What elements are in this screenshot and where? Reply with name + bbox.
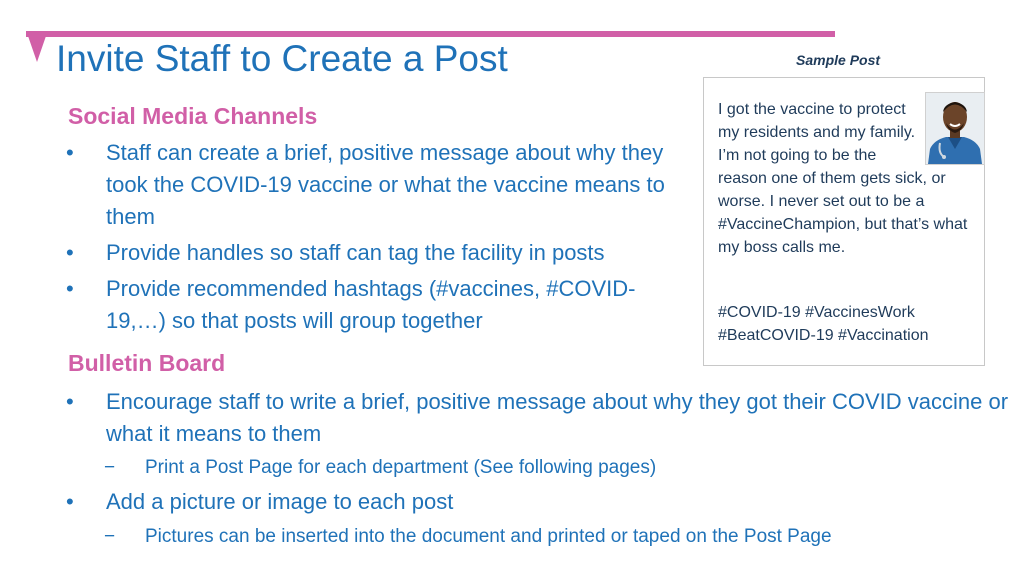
bulletin-board-heading: Bulletin Board xyxy=(68,350,226,376)
list-item xyxy=(66,486,766,518)
list-item xyxy=(66,386,1011,450)
sample-post-hashtags: #COVID-19 #VaccinesWork #BeatCOVID-19 #Vaccination xyxy=(718,304,929,344)
title-accent-bar xyxy=(26,31,835,37)
page-title: Invite Staff to Create a Post xyxy=(56,38,508,79)
sub-list-item xyxy=(104,524,832,550)
bullet-text: Provide recommended hashtags (#vaccines, #COVID-19,…) so that posts will group together xyxy=(106,276,636,333)
bullet-marker: • xyxy=(66,140,74,165)
staff-photo-image xyxy=(925,92,985,165)
sample-post-label: Sample Post xyxy=(796,52,881,68)
title-accent-triangle xyxy=(28,36,46,62)
list-item xyxy=(66,137,686,233)
bullet-marker: • xyxy=(66,489,74,514)
sub-bullet-marker: − xyxy=(104,526,116,547)
bullet-marker: • xyxy=(66,240,74,265)
sub-bullet-marker: − xyxy=(104,457,116,478)
bullet-marker: • xyxy=(66,276,74,301)
sub-bullet-text: Pictures can be inserted into the document and printed or taped on the Post Page xyxy=(145,526,832,547)
bullet-text: Staff can create a brief, positive message about why they took the COVID-19 vaccine or what the vaccine means to them xyxy=(106,140,665,229)
bullet-marker: • xyxy=(66,389,74,414)
sample-post-card xyxy=(703,77,985,366)
sample-post-text: I got the vaccine to protect my residents and my family. I’m not going to be the reason one of them gets sick, or worse. I never set out to be a #VaccineChampion, but that’s what my boss calls me. xyxy=(718,101,968,256)
list-item xyxy=(66,273,666,337)
list-item xyxy=(66,237,686,269)
sample-post-body xyxy=(718,98,973,259)
bullet-text: Provide handles so staff can tag the facility in posts xyxy=(106,240,605,265)
bullet-text: Encourage staff to write a brief, positive message about why they got their COVID vaccine or what it means to them xyxy=(106,389,1009,446)
social-media-heading: Social Media Channels xyxy=(68,103,318,129)
bullet-text: Add a picture or image to each post xyxy=(106,489,454,514)
sub-list-item xyxy=(104,455,656,481)
sub-bullet-text: Print a Post Page for each department (See following pages) xyxy=(145,457,657,478)
